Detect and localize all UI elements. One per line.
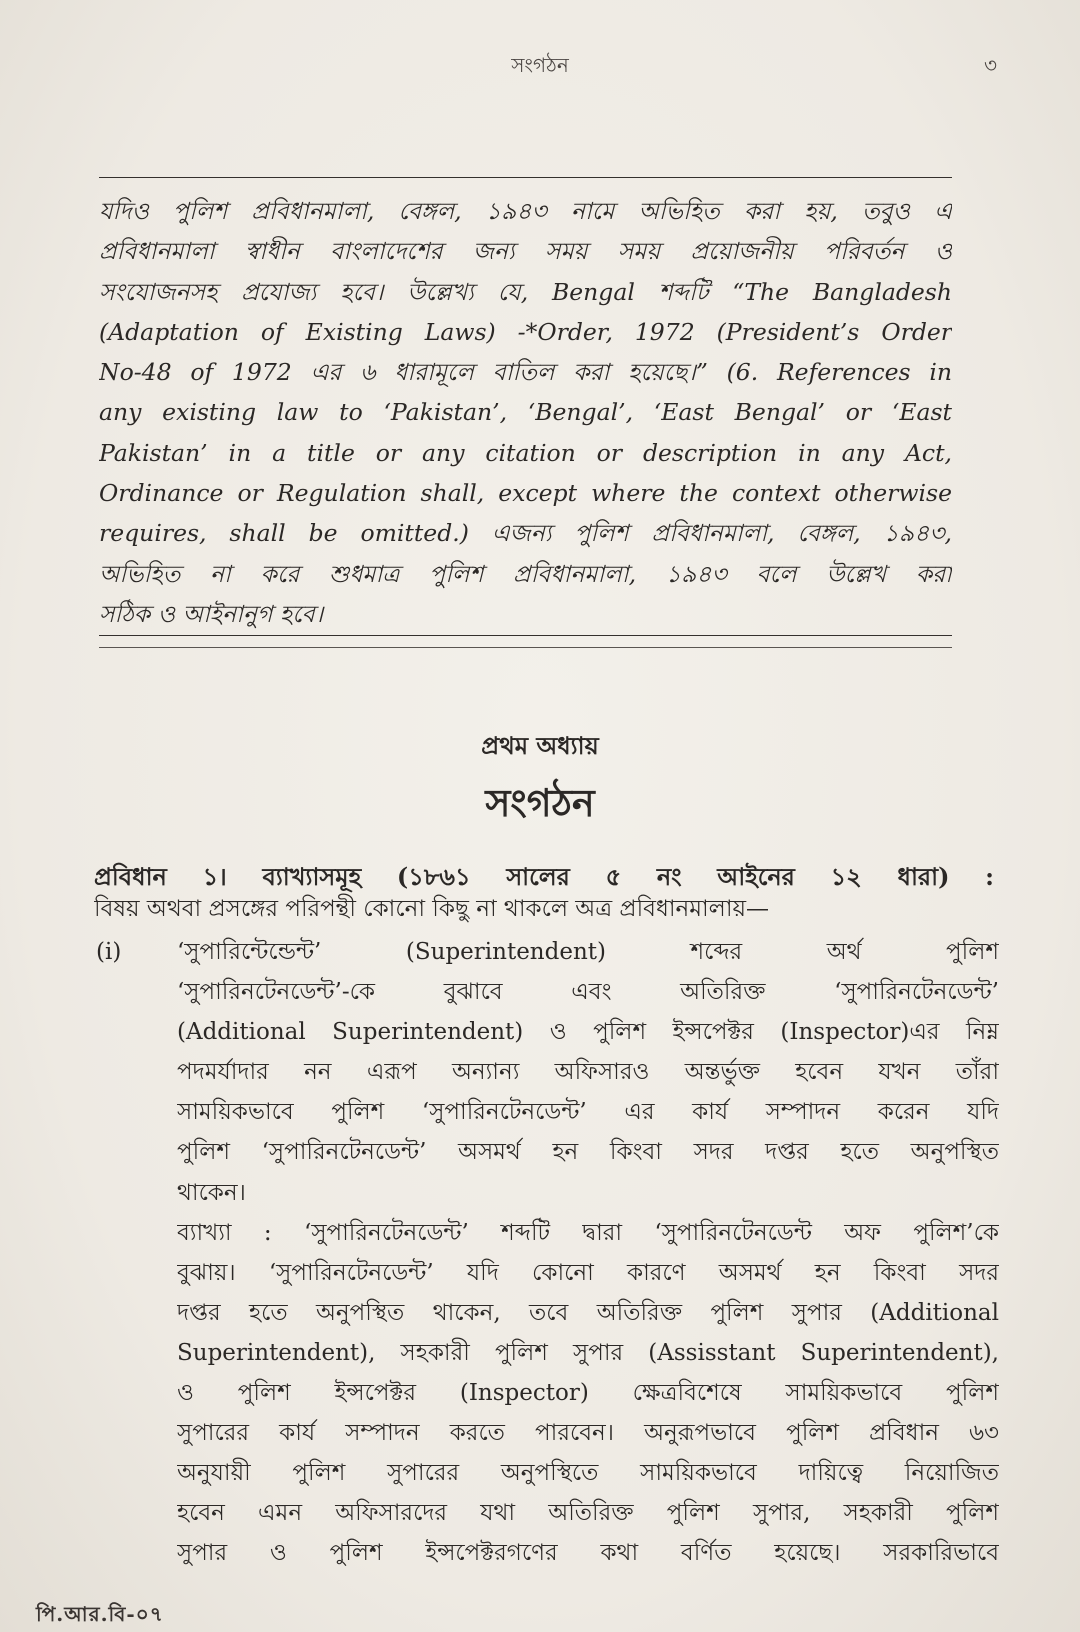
clause-line: পুলিশ ‘সুপারিনটেনডেন্ট’ অসমর্থ হন কিংবা সদর দপ্তর হতে অনুপস্থিত xyxy=(177,1139,999,1166)
note-line: any existing law to ‘Pakistan’, ‘Bengal’, ‘East Bengal’ or ‘East xyxy=(99,398,952,427)
explanation-line: ও পুলিশ ইন্সপেক্টর (Inspector) ক্ষেত্রবিশেষে সাময়িকভাবে পুলিশ xyxy=(177,1380,999,1407)
explanation-line: ব্যাখ্যা : ‘সুপারিনটেনডেন্ট’ শব্দটি দ্বারা ‘সুপারিনটেনডেন্ট অফ পুলিশ’কে xyxy=(177,1219,999,1246)
chapter-label: প্রথম অধ্যায় xyxy=(481,731,599,760)
note-box xyxy=(99,191,952,634)
explanation-line: হবেন এমন অফিসারদের যথা অতিরিক্ত পুলিশ সুপার, সহকারী পুলিশ xyxy=(177,1500,999,1527)
note-line: অভিহিত না করে শুধমাত্র পুলিশ প্রবিধানমালা, ১৯৪৩ বলে উল্লেখ করা xyxy=(99,559,952,588)
explanation-line: বুঝায়। ‘সুপারিনটেনডেন্ট’ যদি কোনো কারণে অসমর্থ হন কিংবা সদর xyxy=(177,1259,999,1286)
note-bottom-rule-secondary xyxy=(99,647,952,648)
note-line: সংযোজনসহ প্রযোজ্য হবে। উল্লেখ্য যে, Bengal শব্দটি “The Bangladesh xyxy=(99,277,952,306)
clause-line: সাময়িকভাবে পুলিশ ‘সুপারিনটেনডেন্ট’ এর কার্য সম্পাদন করেন যদি xyxy=(177,1099,999,1126)
note-line: (Adaptation of Existing Laws) -*Order, 1972 (President’s Order xyxy=(99,317,952,346)
footer-signature: পি.আর.বি-০৭ xyxy=(36,1602,164,1626)
note-line: প্রবিধানমালা স্বাধীন বাংলাদেশের জন্য সময় সময় প্রয়োজনীয় পরিবর্তন ও xyxy=(99,237,952,266)
clause-line: পদমর্যাদার নন এরূপ অন্যান্য অফিসারও অন্তর্ভুক্ত হবেন যখন তাঁরা xyxy=(177,1059,999,1086)
clause-line: (Additional Superintendent) ও পুলিশ ইন্সপেক্টর (Inspector)এর নিম্ন xyxy=(177,1019,999,1046)
note-bottom-rule xyxy=(99,635,952,636)
explanation-line: অনুযায়ী পুলিশ সুপারের অনুপস্থিতে সাময়িকভাবে দায়িত্বে নিয়োজিত xyxy=(177,1460,999,1487)
explanation-line: সুপার ও পুলিশ ইন্সপেক্টরগণের কথা বর্ণিত হয়েছে। সরকারিভাবে xyxy=(177,1540,999,1567)
note-line: Ordinance or Regulation shall, except where the context otherwise xyxy=(99,479,952,508)
regulation-heading: প্রবিধান ১। ব্যাখ্যাসমূহ (১৮৬১ সালের ৫ নং আইনের ১২ ধারা) : xyxy=(94,862,994,891)
clause-line: ‘সুপারিনটেনডেন্ট’-কে বুঝাবে এবং অতিরিক্ত ‘সুপারিনটেনডেন্ট’ xyxy=(177,979,999,1006)
regulation-intro: বিষয় অথবা প্রসঙ্গের পরিপন্থী কোনো কিছু না থাকলে অত্র প্রবিধানমালায়— xyxy=(94,896,770,922)
explanation-line: দপ্তর হতে অনুপস্থিত থাকেন, তবে অতিরিক্ত পুলিশ সুপার (Additional xyxy=(177,1299,999,1326)
note-line: No-48 of 1972 এর ৬ ধারামূলে বাতিল করা হয়েছে।” (6. References in xyxy=(99,358,952,387)
note-top-rule xyxy=(99,177,952,178)
clause-marker: (i) xyxy=(96,939,122,965)
running-header: সংগঠন xyxy=(511,53,569,77)
chapter-title: সংগঠন xyxy=(485,780,595,825)
clause-line: ‘সুপারিন্টেন্ডেন্ট’ (Superintendent) শব্দের অর্থ পুলিশ xyxy=(177,939,999,965)
note-line: যদিও পুলিশ প্রবিধানমালা, বেঙ্গল, ১৯৪৩ নামে অভিহিত করা হয়, তবুও এ xyxy=(99,197,952,225)
note-line: Pakistan’ in a title or any citation or description in any Act, xyxy=(99,438,952,467)
note-line: requires, shall be omitted.) এজন্য পুলিশ প্রবিধানমালা, বেঙ্গল, ১৯৪৩, xyxy=(99,519,952,548)
clause-line: থাকেন। xyxy=(177,1179,246,1206)
page-number: ৩ xyxy=(984,53,998,77)
explanation-line: Superintendent), সহকারী পুলিশ সুপার (Assisstant Superintendent), xyxy=(177,1339,999,1366)
clause-body xyxy=(177,932,999,1574)
explanation-line: সুপারের কার্য সম্পাদন করতে পারবেন। অনুরূপভাবে পুলিশ প্রবিধান ৬৩ xyxy=(177,1420,999,1447)
note-line: সঠিক ও আইনানুগ হবে। xyxy=(99,599,324,628)
